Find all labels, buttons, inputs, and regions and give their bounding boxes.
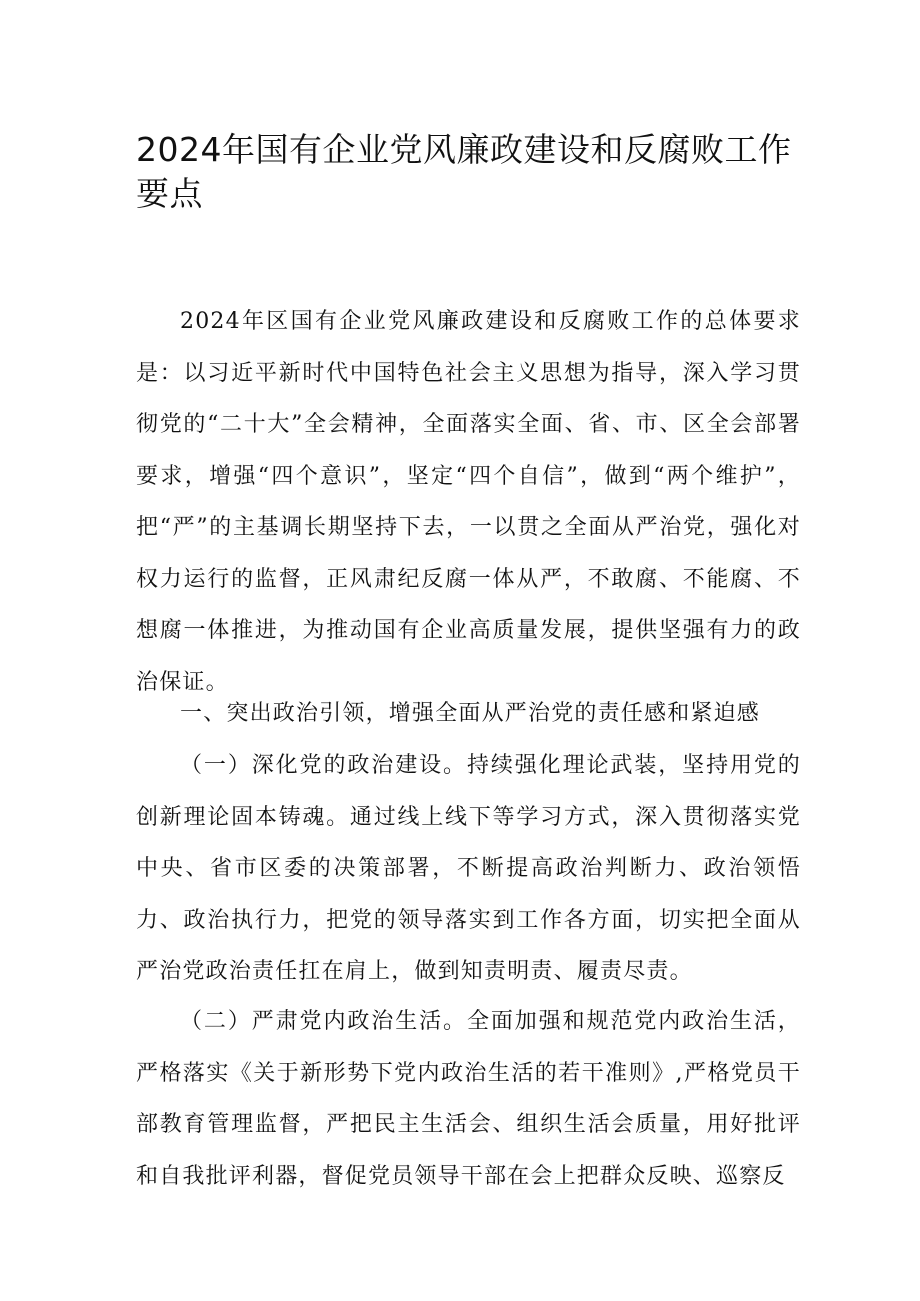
intro-paragraph: 2024年区国有企业党风廉政建设和反腐败工作的总体要求是：以习近平新时代中国特色社会主义思想为指导，深入学习贯彻党的“二十大”全会精神，全面落实全面、省、市、区全会部署要求，增强“四个意识”，坚定“四个自信”，做到“两个维护”，把“严”的主基调长期坚持下去，一以贯之全面从严治党，强化对权力运行的监督，正风肃纪反腐一体从严，不敢腐、不能腐、不想腐一体推进，为推动国有企业高质量发展，提供坚强有力的政治保证。: [136, 309, 801, 695]
section-one-heading: 一、突出政治引领，增强全面从严治党的责任感和紧迫感: [180, 701, 761, 726]
item-two-paragraph: （二）严肃党内政治生活。全面加强和规范党内政治生活，严格落实《关于新形势下党内政治生活的若干准则》,严格党员干部教育管理监督，严把民主生活会、组织生活会质量，用好批评和自我批评利器，督促党员领导干部在会上把群众反映、巡察反: [136, 1009, 801, 1189]
document-title: 2024年国有企业党风廉政建设和反腐败工作要点: [136, 130, 792, 213]
item-one-paragraph: （一）深化党的政治建设。持续强化理论武装，坚持用党的创新理论固本铸魂。通过线上线下等学习方式，深入贯彻落实党中央、省市区委的决策部署，不断提高政治判断力、政治领悟力、政治执行力，把党的领导落实到工作各方面，切实把全面从严治党政治责任扛在肩上，做到知责明责、履责尽责。: [136, 753, 801, 984]
